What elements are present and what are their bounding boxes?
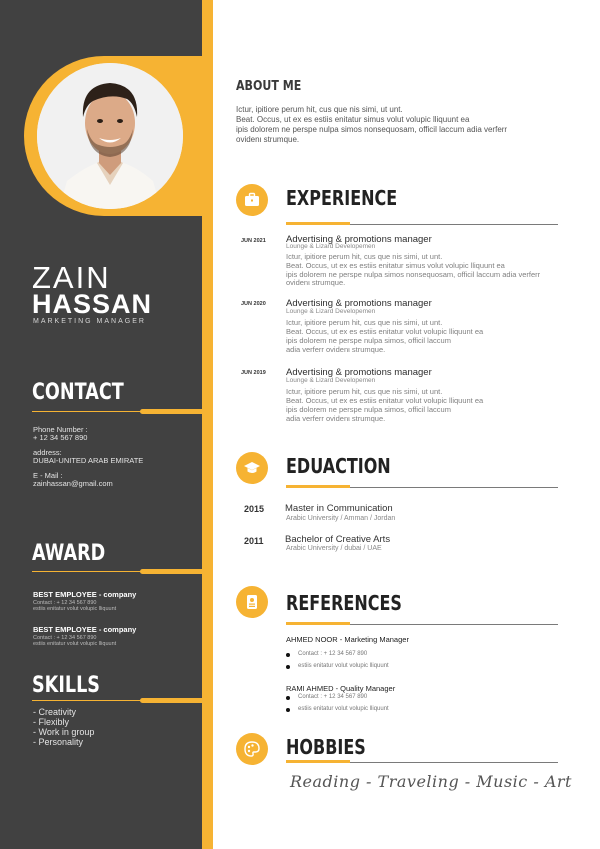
- skill-item: - Flexibly: [33, 717, 70, 727]
- skill-item: - Creativity: [33, 707, 77, 717]
- references-heading: REFERENCES: [286, 591, 402, 615]
- experience-date: JUN 2021: [241, 238, 266, 244]
- experience-date: JUN 2019: [241, 370, 266, 376]
- palette-icon: [244, 741, 260, 757]
- reference-note: estiis enitatur volut volupic lliquunt: [289, 706, 389, 712]
- skills-rule-accent: [140, 698, 202, 703]
- experience-title: Advertising & promotions manager: [286, 234, 432, 245]
- graduation-cap-icon: [244, 460, 260, 476]
- reference-name: AHMED NOOR - Marketing Manager: [286, 635, 409, 644]
- skill-item: - Personality: [33, 737, 84, 747]
- award-heading: AWARD: [32, 541, 106, 566]
- reference-contact: Contact : + 12 34 567 890: [289, 694, 367, 700]
- experience-line: ipis dolorem ne perspe nulpa simos, officil laccum: [286, 336, 451, 345]
- experience-line: Beat. Occus, ut ex es estiis enitatur volut volupic lliquunt ea: [286, 396, 484, 405]
- education-school: Arabic University / dubai / UAE: [286, 545, 382, 552]
- reference-name: RAMI AHMED - Quality Manager: [286, 684, 396, 693]
- last-name: HASSAN: [32, 289, 153, 319]
- job-title: MARKETING MANAGER: [33, 318, 146, 325]
- education-heading: EDUACTION: [286, 454, 391, 478]
- experience-line: Ictur, ipitiore perum hit, cus que nis simi, ut unt.: [286, 318, 443, 327]
- person-photo-icon: [37, 63, 183, 209]
- education-rule-accent: [286, 485, 350, 488]
- experience-line: ovidenι strumque.: [286, 278, 346, 287]
- experience-title: Advertising & promotions manager: [286, 367, 432, 378]
- about-line: Ictur, ipitiore perum hit, cus que nis simi, ut unt.: [236, 105, 403, 114]
- reference-contact: Contact : + 12 34 567 890: [289, 651, 367, 657]
- experience-date: JUN 2020: [241, 301, 266, 307]
- experience-heading: EXPERIENCE: [286, 186, 398, 210]
- references-icon-badge: [236, 586, 268, 618]
- education-year: 2015: [244, 504, 265, 514]
- contact-heading: CONTACT: [32, 380, 124, 405]
- email-label: E - Mail :: [33, 471, 63, 480]
- phone-label: Phone Number :: [33, 425, 88, 434]
- reference-note: estiis enitatur volut volupic lliquunt: [289, 663, 389, 669]
- education-school: Arabic University / Amman / Jordan: [286, 515, 396, 522]
- experience-line: Ictur, ipitiore perum hit, cus que nis simi, ut unt.: [286, 252, 443, 261]
- experience-line: adia verferr ovidenι strumque.: [286, 345, 386, 354]
- briefcase-icon: [244, 192, 260, 208]
- experience-company: Lounge & Lizard Developemen: [286, 308, 376, 315]
- experience-icon-badge: [236, 184, 268, 216]
- experience-title: Advertising & promotions manager: [286, 298, 432, 309]
- hobbies-icon-badge: [236, 733, 268, 765]
- experience-line: ipis dolorem ne perspe nulpa simos, officil laccum: [286, 405, 451, 414]
- award-note: estiis enitatur volut volupic lliquunt: [33, 641, 117, 647]
- hobbies-heading: HOBBIES: [286, 735, 366, 759]
- about-line: Beat. Occus, ut ex es estiis enitatur simus volut volupic lliquunt ea: [236, 115, 470, 124]
- about-line: ovidenι strumque.: [236, 135, 300, 144]
- contact-rule-accent: [140, 409, 202, 414]
- award-rule-accent: [140, 569, 202, 574]
- about-line: ipis dolorem ne perspe nulpa simos nonsequosam, officil laccum adia verferr: [236, 125, 508, 134]
- experience-line: adia verferr ovidenι strumque.: [286, 414, 386, 423]
- experience-line: ipis dolorem ne perspe nulpa simos nonsequosam, officil laccum adia verferr: [286, 270, 541, 279]
- skill-item: - Work in group: [33, 727, 95, 737]
- experience-company: Lounge & Lizard Developemen: [286, 243, 376, 250]
- experience-line: Ictur, ipitiore perum hit, cus que nis simi, ut unt.: [286, 387, 443, 396]
- award-contact: Contact : + 12 34 567 890: [33, 600, 97, 606]
- profile-photo: [37, 63, 183, 209]
- education-year: 2011: [244, 536, 264, 546]
- references-rule-accent: [286, 622, 350, 625]
- hobbies-list: Reading - Traveling - Music - Art: [290, 772, 572, 791]
- skills-heading: SKILLS: [32, 673, 100, 698]
- education-degree: Master in Communication: [285, 503, 393, 514]
- id-card-icon: [244, 594, 260, 610]
- address-value: DUBAI-UNITED ARAB EMIRATE: [33, 456, 144, 465]
- award-title: BEST EMPLOYEE - company: [33, 590, 137, 599]
- hobbies-rule-accent: [286, 760, 350, 763]
- award-note: estiis enitatur volut volupic lliquunt: [33, 606, 117, 612]
- award-title: BEST EMPLOYEE - company: [33, 625, 137, 634]
- about-heading: ABOUT ME: [236, 79, 302, 94]
- experience-company: Lounge & Lizard Developemen: [286, 377, 376, 384]
- first-name: ZAIN: [32, 260, 111, 295]
- experience-line: Beat. Occus, ut ex es estiis enitatur simus volut volupic lliquunt ea: [286, 261, 505, 270]
- award-contact: Contact : + 12 34 567 890: [33, 635, 97, 641]
- experience-rule-accent: [286, 222, 350, 225]
- phone-value: + 12 34 567 890: [33, 433, 88, 442]
- email-value[interactable]: zainhassan@gmail.com: [33, 479, 113, 488]
- education-degree: Bachelor of Creative Arts: [285, 534, 391, 545]
- education-icon-badge: [236, 452, 268, 484]
- experience-line: Beat. Occus, ut ex es estiis enitatur volut volupic lliquunt ea: [286, 327, 484, 336]
- address-label: address:: [33, 448, 62, 457]
